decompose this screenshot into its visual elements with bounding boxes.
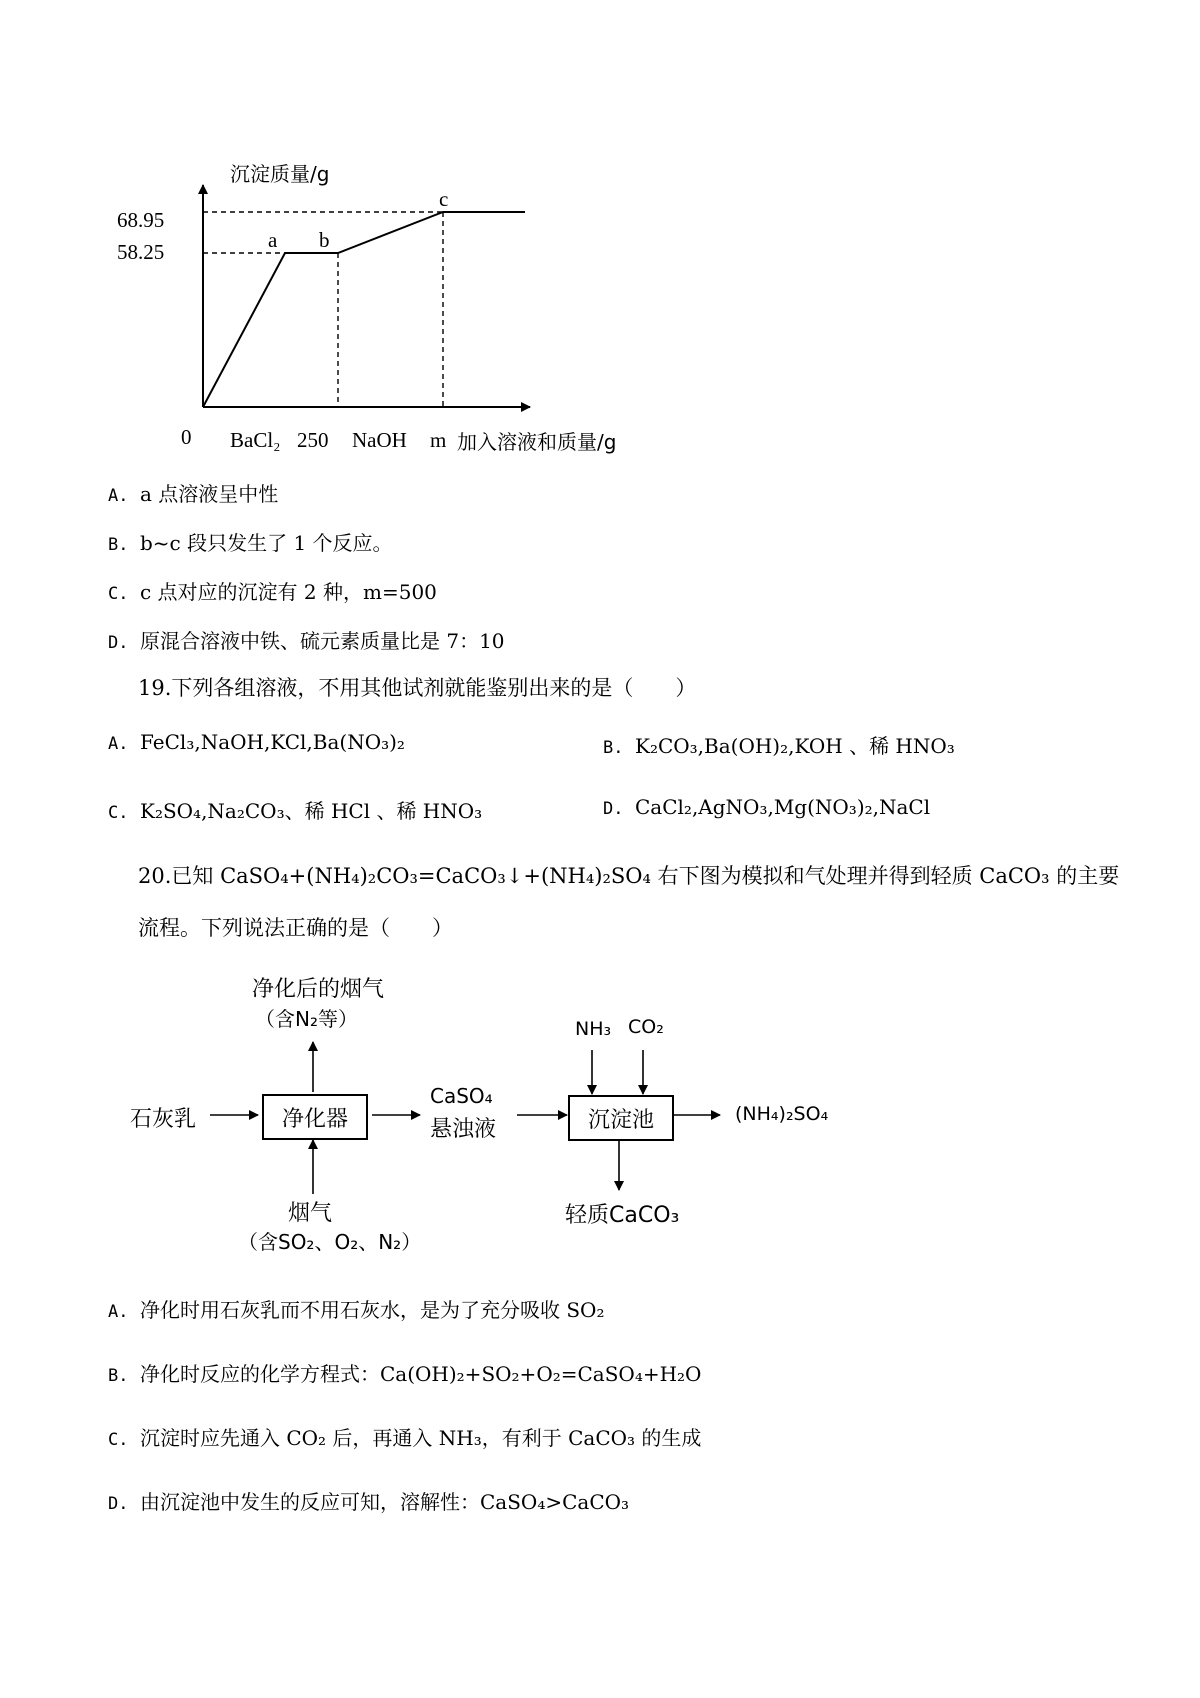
q20-stem-line1: 20.已知 CaSO₄+(NH₄)₂CO₃=CaCO₃↓+(NH₄)₂SO₄ 右下图为模拟和气处理并得到轻质 CaCO₃ 的主要 [138,864,1120,888]
suspension-label: 悬浊液 [430,1117,497,1142]
q19-stem: 19.下列各组溶液，不用其他试剂就能鉴别出来的是（ ） [138,676,697,700]
q20-option-b[interactable] [108,1358,701,1387]
q20-stem-line2: 流程。下列说法正确的是（ ） [138,916,453,940]
q20-option-a[interactable] [108,1294,604,1323]
point-label-b: b [319,228,330,252]
option-text: 由沉淀池中发生的反应可知，溶解性：CaSO₄>CaCO₃ [140,1490,630,1514]
point-label-c: c [439,187,449,211]
option-text: 净化时反应的化学方程式：Ca(OH)₂+SO₂+O₂=CaSO₄+H₂O [140,1362,702,1386]
y-tick-label-58.25: 58.25 [117,240,165,264]
option-letter: D. [603,799,624,819]
q20-option-c[interactable] [108,1422,701,1451]
x-label-250: 250 [297,428,329,452]
q20-option-d[interactable] [108,1486,629,1515]
origin-label: 0 [181,425,192,449]
lime-milk-label: 石灰乳 [130,1107,197,1132]
option-text: K₂CO₃,Ba(OH)₂,KOH 、稀 HNO₃ [635,734,955,758]
option-text: a 点溶液呈中性 [140,482,279,506]
option-letter: B. [603,738,624,758]
co2-label: CO₂ [628,1016,664,1038]
option-letter: C. [108,584,129,604]
option-letter: C. [108,803,129,823]
option-letter: D. [108,633,129,653]
flue-gas-label: 烟气 [288,1201,333,1226]
x-axis-label: 加入溶液和质量/g [457,430,617,454]
option-text: b~c 段只发生了 1 个反应。 [140,531,393,555]
settling-tank-box: 沉淀池 [568,1095,674,1141]
point-label-a: a [268,228,278,252]
option-text: 沉淀时应先通入 CO₂ 后，再通入 NH₃，有利于 CaCO₃ 的生成 [140,1426,702,1450]
option-text: 原混合溶液中铁、硫元素质量比是 7：10 [140,629,505,653]
option-letter: B. [108,535,129,555]
option-text: 净化时用石灰乳而不用石灰水，是为了充分吸收 SO₂ [140,1298,605,1322]
option-letter: A. [108,734,129,754]
option-letter: B. [108,1366,129,1386]
y-axis-label: 沉淀质量/g [230,162,330,186]
clean-gas-label: 净化后的烟气 [252,977,385,1002]
ammonium-sulfate-label: (NH₄)₂SO₄ [735,1103,829,1125]
option-text: c 点对应的沉淀有 2 种，m=500 [140,580,437,604]
x-label-m: m [430,428,447,452]
option-letter: A. [108,486,129,506]
light-caco3-label: 轻质CaCO₃ [565,1203,680,1228]
option-text: FeCl₃,NaOH,KCl,Ba(NO₃)₂ [140,730,405,754]
option-letter: D. [108,1494,129,1514]
flue-gas-composition: （含SO₂、O₂、N₂） [238,1230,422,1254]
nh3-label: NH₃ [575,1018,612,1040]
y-tick-label-68.95: 68.95 [117,208,165,232]
option-text: K₂SO₄,Na₂CO₃、稀 HCl 、稀 HNO₃ [140,799,483,823]
purifier-box: 净化器 [262,1094,368,1140]
caso4-label: CaSO₄ [430,1084,493,1108]
x-label-bacl2: BaCl₂ [230,428,281,452]
x-label-naoh: NaOH [352,428,407,452]
option-letter: A. [108,1302,129,1322]
option-letter: C. [108,1430,129,1450]
clean-gas-composition: （含N₂等） [255,1007,358,1031]
option-text: CaCl₂,AgNO₃,Mg(NO₃)₂,NaCl [635,795,931,819]
